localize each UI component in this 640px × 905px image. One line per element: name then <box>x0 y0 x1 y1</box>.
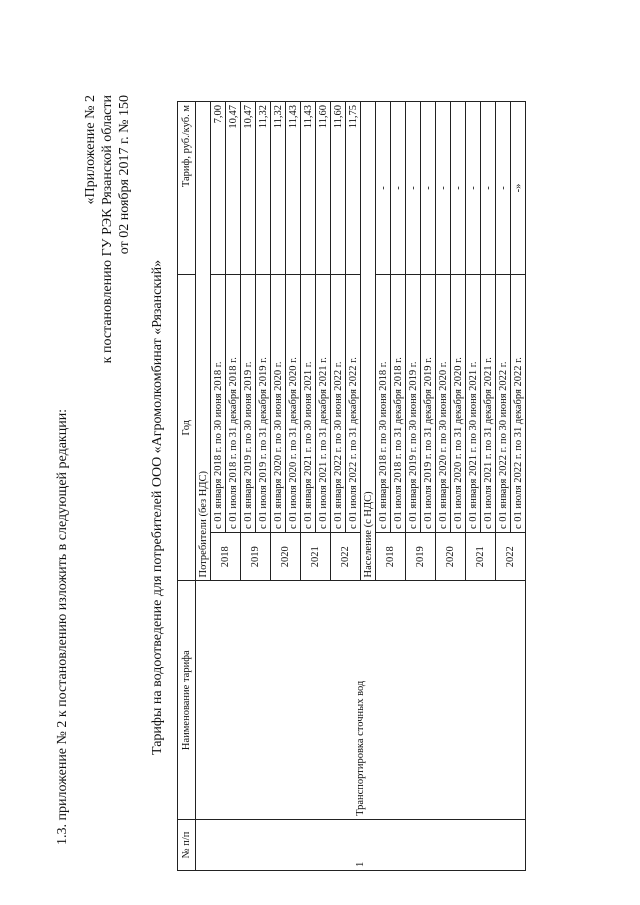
year-cell: 2022 <box>496 533 526 581</box>
year-cell: 2021 <box>301 533 331 581</box>
tariff-value-cell: 7,00 <box>211 102 226 275</box>
tariff-value-cell: - <box>481 102 496 275</box>
table-body <box>196 102 526 871</box>
tariff-table <box>177 101 526 871</box>
row-number-cell: 1 <box>196 819 526 870</box>
year-cell: 2019 <box>241 533 271 581</box>
period-cell: с 01 июля 2021 г. по 31 декабря 2021 г. <box>316 274 331 532</box>
tariff-value-cell: 11,43 <box>301 102 316 275</box>
group-label: Население (с НДС) <box>361 102 376 582</box>
year-cell: 2020 <box>436 533 466 581</box>
period-cell: с 01 января 2018 г. по 30 июня 2018 г. <box>211 274 226 532</box>
appendix-line-2: к постановлению ГУ РЭК Рязанской области <box>100 95 115 364</box>
period-cell: с 01 июля 2018 г. по 31 декабря 2018 г. <box>391 274 406 532</box>
tariff-value-cell: 10,47 <box>226 102 241 275</box>
group-label: Потребители (без НДС) <box>196 102 211 582</box>
period-cell: с 01 июля 2019 г. по 31 декабря 2019 г. <box>256 274 271 532</box>
year-cell: 2018 <box>376 533 406 581</box>
group-label-row <box>196 102 211 871</box>
tariff-value-cell: 10,47 <box>241 102 256 275</box>
tariff-value-cell: - <box>421 102 436 275</box>
year-cell: 2022 <box>331 533 361 581</box>
tariff-value-cell: - <box>406 102 421 275</box>
period-cell: с 01 июля 2022 г. по 31 декабря 2022 г. <box>346 274 361 532</box>
tariff-value-cell: 11,43 <box>286 102 301 275</box>
header-year: Год <box>178 274 196 581</box>
tariff-value-cell: 11,60 <box>316 102 331 275</box>
period-cell: с 01 июля 2018 г. по 31 декабря 2018 г. <box>226 274 241 532</box>
header-num: № п/п <box>178 819 196 870</box>
period-cell: с 01 января 2022 г. по 30 июня 2022 г. <box>331 274 346 532</box>
period-cell: с 01 января 2021 г. по 30 июня 2021 г. <box>466 274 481 532</box>
year-cell: 2018 <box>211 533 241 581</box>
header-tariff: Тариф, руб./куб. м <box>178 102 196 275</box>
year-cell: 2019 <box>406 533 436 581</box>
tariff-value-cell: 11,32 <box>271 102 286 275</box>
period-cell: с 01 января 2022 г. по 30 июня 2022 г. <box>496 274 511 532</box>
period-cell: с 01 июля 2022 г. по 31 декабря 2022 г. <box>511 274 526 532</box>
tariff-value-cell: 11,60 <box>331 102 346 275</box>
table-header-row <box>178 102 196 871</box>
year-cell: 2020 <box>271 533 301 581</box>
tariff-name-cell: Транспортировка сточных вод <box>196 581 526 819</box>
tariff-value-cell: - <box>451 102 466 275</box>
period-cell: с 01 июля 2019 г. по 31 декабря 2019 г. <box>421 274 436 532</box>
header-name: Наименование тарифа <box>178 581 196 819</box>
year-cell: 2021 <box>466 533 496 581</box>
intro-text: 1.3. приложение № 2 к постановлению изложить в следующей редакции: <box>55 408 70 845</box>
period-cell: с 01 января 2019 г. по 30 июня 2019 г. <box>241 274 256 532</box>
appendix-line-1: «Приложение № 2 <box>83 95 98 205</box>
period-cell: с 01 января 2019 г. по 30 июня 2019 г. <box>406 274 421 532</box>
tariff-value-cell: -» <box>511 102 526 275</box>
period-cell: с 01 июля 2021 г. по 31 декабря 2021 г. <box>481 274 496 532</box>
tariff-value-cell: 11,32 <box>256 102 271 275</box>
period-cell: с 01 июля 2020 г. по 31 декабря 2020 г. <box>286 274 301 532</box>
tariff-value-cell: 11,75 <box>346 102 361 275</box>
tariff-value-cell: - <box>391 102 406 275</box>
period-cell: с 01 января 2020 г. по 30 июня 2020 г. <box>436 274 451 532</box>
period-cell: с 01 июля 2020 г. по 31 декабря 2020 г. <box>451 274 466 532</box>
appendix-header <box>82 95 133 455</box>
document-title: Тарифы на водоотведение для потребителей ООО «Агромолкомбинат «Рязанский» <box>150 259 165 755</box>
period-cell: с 01 января 2018 г. по 30 июня 2018 г. <box>376 274 391 532</box>
period-cell: с 01 января 2020 г. по 30 июня 2020 г. <box>271 274 286 532</box>
tariff-value-cell: - <box>466 102 481 275</box>
period-cell: с 01 января 2021 г. по 30 июня 2021 г. <box>301 274 316 532</box>
appendix-line-3: от 02 ноября 2017 г. № 150 <box>117 95 132 255</box>
tariff-value-cell: - <box>436 102 451 275</box>
tariff-value-cell: - <box>376 102 391 275</box>
tariff-value-cell: - <box>496 102 511 275</box>
